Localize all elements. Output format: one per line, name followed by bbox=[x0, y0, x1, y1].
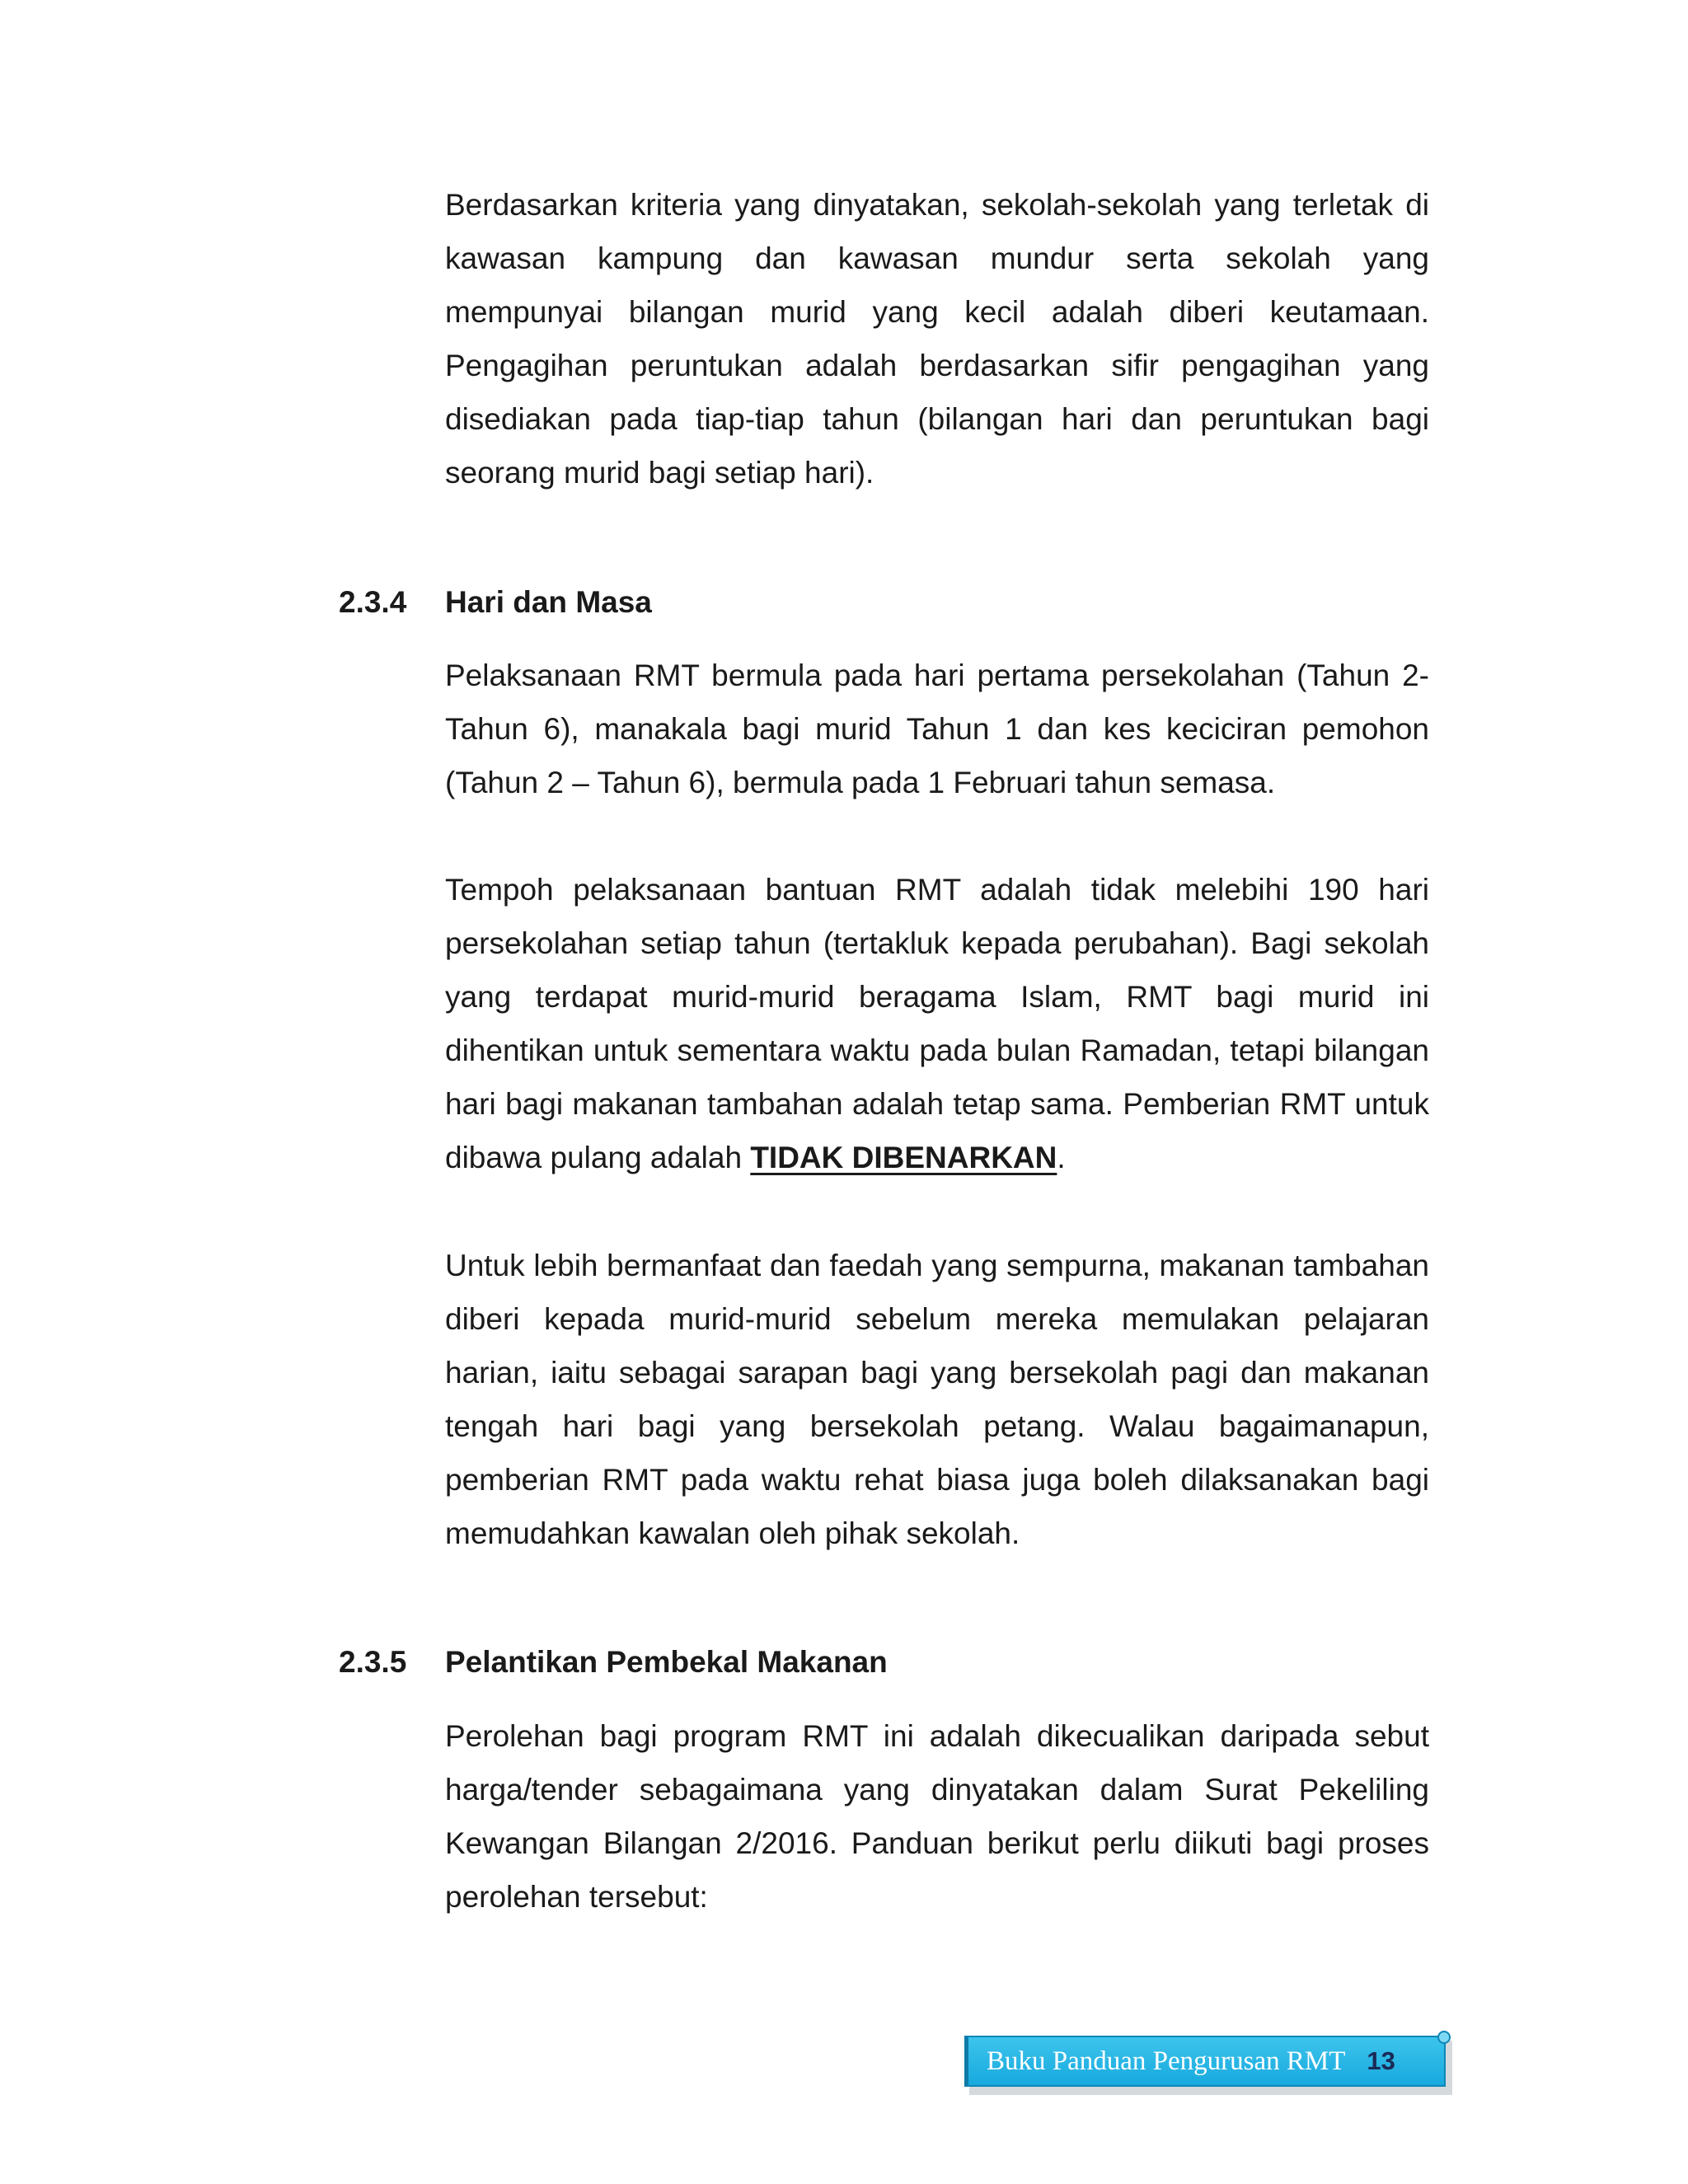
section-heading-2-3-5 bbox=[339, 1635, 888, 1689]
paragraph-meal-timing: Untuk lebih bermanfaat dan faedah yang sempurna, makanan tambahan diberi kepada murid-murid sebelum mereka memulakan pelajaran harian, iaitu sebagai sarapan bagi yang bersekolah pagi dan makanan tengah hari bagi yang bersekolah petang. Walau bagaimanapun, pemberian RMT pada waktu rehat biasa juga boleh dilaksanakan bagi memudahkan kawalan oleh pihak sekolah. bbox=[445, 1249, 1429, 1550]
scroll-curl-icon bbox=[1437, 2031, 1451, 2044]
paragraph-allocation-criteria: Berdasarkan kriteria yang dinyatakan, sekolah-sekolah yang terletak di kawasan kampung dan kawasan mundur serta sekolah yang mempunyai bilangan murid yang kecil adalah diberi keutamaan. Pengagihan peruntukan adalah berdasarkan sifir pengagihan yang disediakan pada tiap-tiap tahun (bilangan hari dan peruntukan bagi seorang murid bagi setiap hari). bbox=[445, 188, 1429, 490]
section-title: Hari dan Masa bbox=[445, 585, 652, 619]
not-permitted-emphasis: TIDAK DIBENARKAN bbox=[750, 1141, 1057, 1174]
duration-text: Tempoh pelaksanaan bantuan RMT adalah tidak melebihi 190 hari persekolahan setiap tahun (tertakluk kepada perubahan). Bagi sekolah yang terdapat murid-murid beragama Islam, RMT bagi murid ini dihentikan untuk sementara waktu pada bulan Ramadan, tetapi bilangan hari bagi makanan tambahan adalah tetap sama. Pemberian RMT untuk dibawa pulang adalah bbox=[445, 873, 1429, 1174]
page-number: 13 bbox=[1367, 2046, 1395, 2075]
paragraph-duration bbox=[445, 863, 1429, 1184]
duration-period: . bbox=[1057, 1141, 1066, 1174]
section-number: 2.3.4 bbox=[339, 585, 407, 619]
paragraph-start-date: Pelaksanaan RMT bermula pada hari pertama persekolahan (Tahun 2- Tahun 6), manakala bagi murid Tahun 1 dan kes keciciran pemohon (Tahun 2 – Tahun 6), bermula pada 1 Februari tahun semasa. bbox=[445, 658, 1429, 799]
footer-banner bbox=[964, 2036, 1452, 2095]
paragraph-procurement: Perolehan bagi program RMT ini adalah dikecualikan daripada sebut harga/tender sebagaimana yang dinyatakan dalam Surat Pekeliling Kewangan Bilangan 2/2016. Panduan berikut perlu diikuti bagi proses perolehan tersebut: bbox=[445, 1719, 1429, 1914]
section-number: 2.3.5 bbox=[339, 1645, 407, 1679]
section-title: Pelantikan Pembekal Makanan bbox=[445, 1645, 888, 1679]
footer-title: Buku Panduan Pengurusan RMT bbox=[987, 2046, 1346, 2076]
footer-box bbox=[964, 2036, 1446, 2087]
section-heading-2-3-4 bbox=[339, 575, 652, 629]
